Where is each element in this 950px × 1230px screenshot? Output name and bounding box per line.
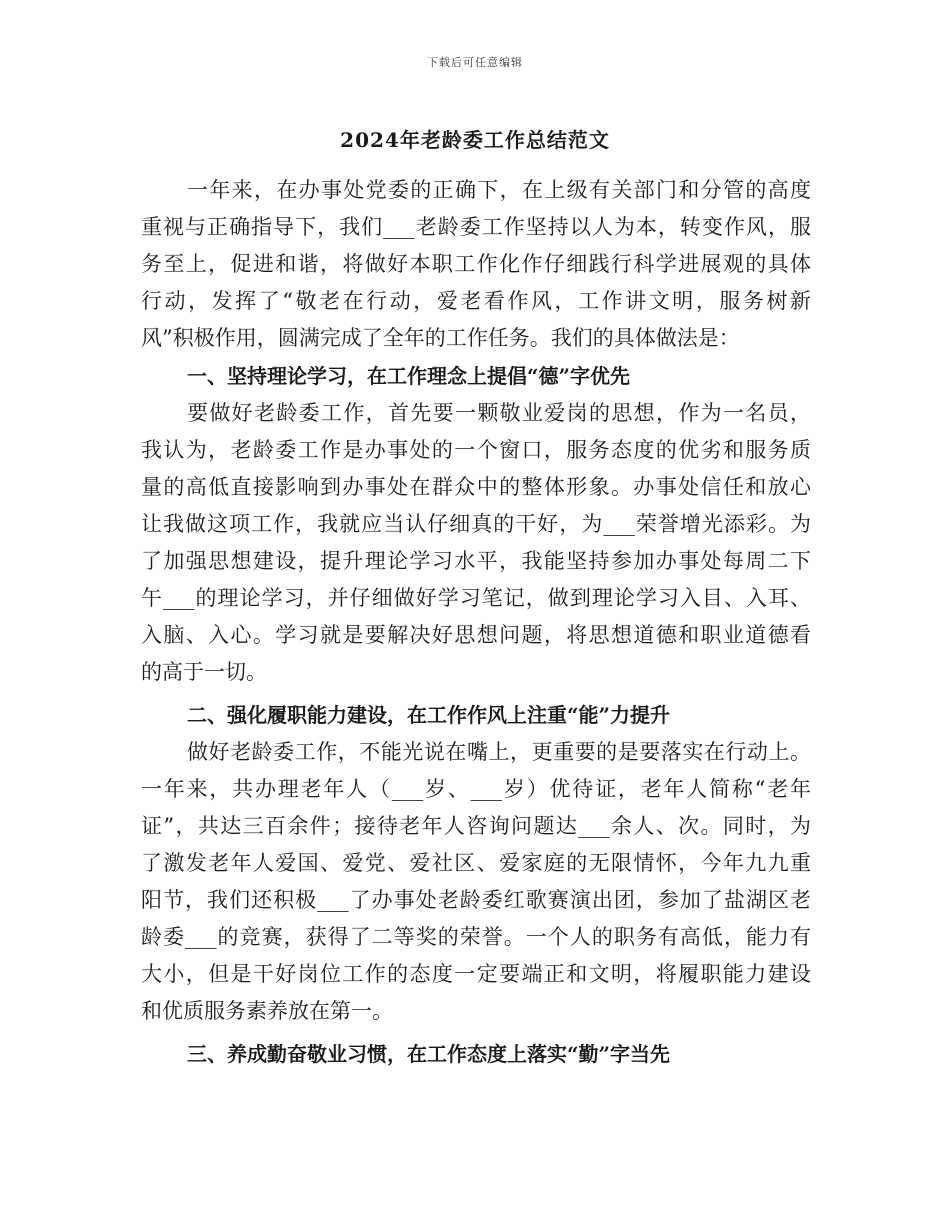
section1-line: 入脑、入心。学习就是要解决好思想问题，将思想道德和职业道德看 xyxy=(141,623,811,647)
intro-line: 务至上，促进和谐，将做好本职工作化作仔细践行科学进展观的具体 xyxy=(141,252,811,276)
section2-line: 龄委___的竞赛，获得了二等奖的荣誉。一个人的职务有高低，能力有 xyxy=(141,925,811,949)
section-heading-2: 二、强化履职能力建设，在工作作风上注重“能”力提升 xyxy=(187,703,671,727)
document-title: 2024年老龄委工作总结范文 xyxy=(340,128,610,152)
section1-line: 我认为，老龄委工作是办事处的一个窗口，服务态度的优劣和服务质 xyxy=(141,438,811,462)
document-body xyxy=(141,172,811,1073)
section2-line: 证”，共达三百余件；接待老年人咨询问题达___余人、次。同时，为 xyxy=(141,814,811,838)
intro-line: 风”积极作用，圆满完成了全年的工作任务。我们的具体做法是： xyxy=(141,326,740,350)
section1-line: 的高于一切。 xyxy=(141,660,267,684)
section-heading-3: 三、养成勤奋敬业习惯，在工作态度上落实“勤”字当先 xyxy=(187,1042,671,1066)
section2-line: 大小，但是干好岗位工作的态度一定要端正和文明，将履职能力建设 xyxy=(141,962,811,986)
section2-line: 一年来，共办理老年人（___岁、___岁）优待证，老年人简称“老年 xyxy=(141,777,811,801)
section2-line: 做好老龄委工作，不能光说在嘴上，更重要的是要落实在行动上。 xyxy=(187,740,811,764)
section1-line: 午___的理论学习，并仔细做好学习笔记，做到理论学习入目、入耳、 xyxy=(141,586,811,610)
section1-line: 让我做这项工作，我就应当认仔细真的干好，为___荣誉增光添彩。为 xyxy=(141,512,811,536)
section2-line: 阳节，我们还积极___了办事处老龄委红歌赛演出团，参加了盐湖区老 xyxy=(141,888,811,912)
intro-line: 行动，发挥了“敬老在行动，爱老看作风，工作讲文明，服务树新 xyxy=(141,289,811,313)
section1-line: 要做好老龄委工作，首先要一颗敬业爱岗的思想，作为一名员， xyxy=(187,401,811,425)
section1-line: 了加强思想建设，提升理论学习水平，我能坚持参加办事处每周二下 xyxy=(141,549,811,573)
section1-line: 量的高低直接影响到办事处在群众中的整体形象。办事处信任和放心 xyxy=(141,475,811,499)
intro-line: 重视与正确指导下，我们___老龄委工作坚持以人为本，转变作风，服 xyxy=(141,215,811,239)
section-heading-1: 一、坚持理论学习，在工作理念上提倡“德”字优先 xyxy=(187,364,631,388)
section2-line: 了激发老年人爱国、爱党、爱社区、爱家庭的无限情怀，今年九九重 xyxy=(141,851,811,875)
page-header-note: 下载后可任意编辑 xyxy=(427,56,523,69)
section2-line: 和优质服务素养放在第一。 xyxy=(141,999,393,1023)
intro-line: 一年来，在办事处党委的正确下，在上级有关部门和分管的高度 xyxy=(187,178,811,202)
